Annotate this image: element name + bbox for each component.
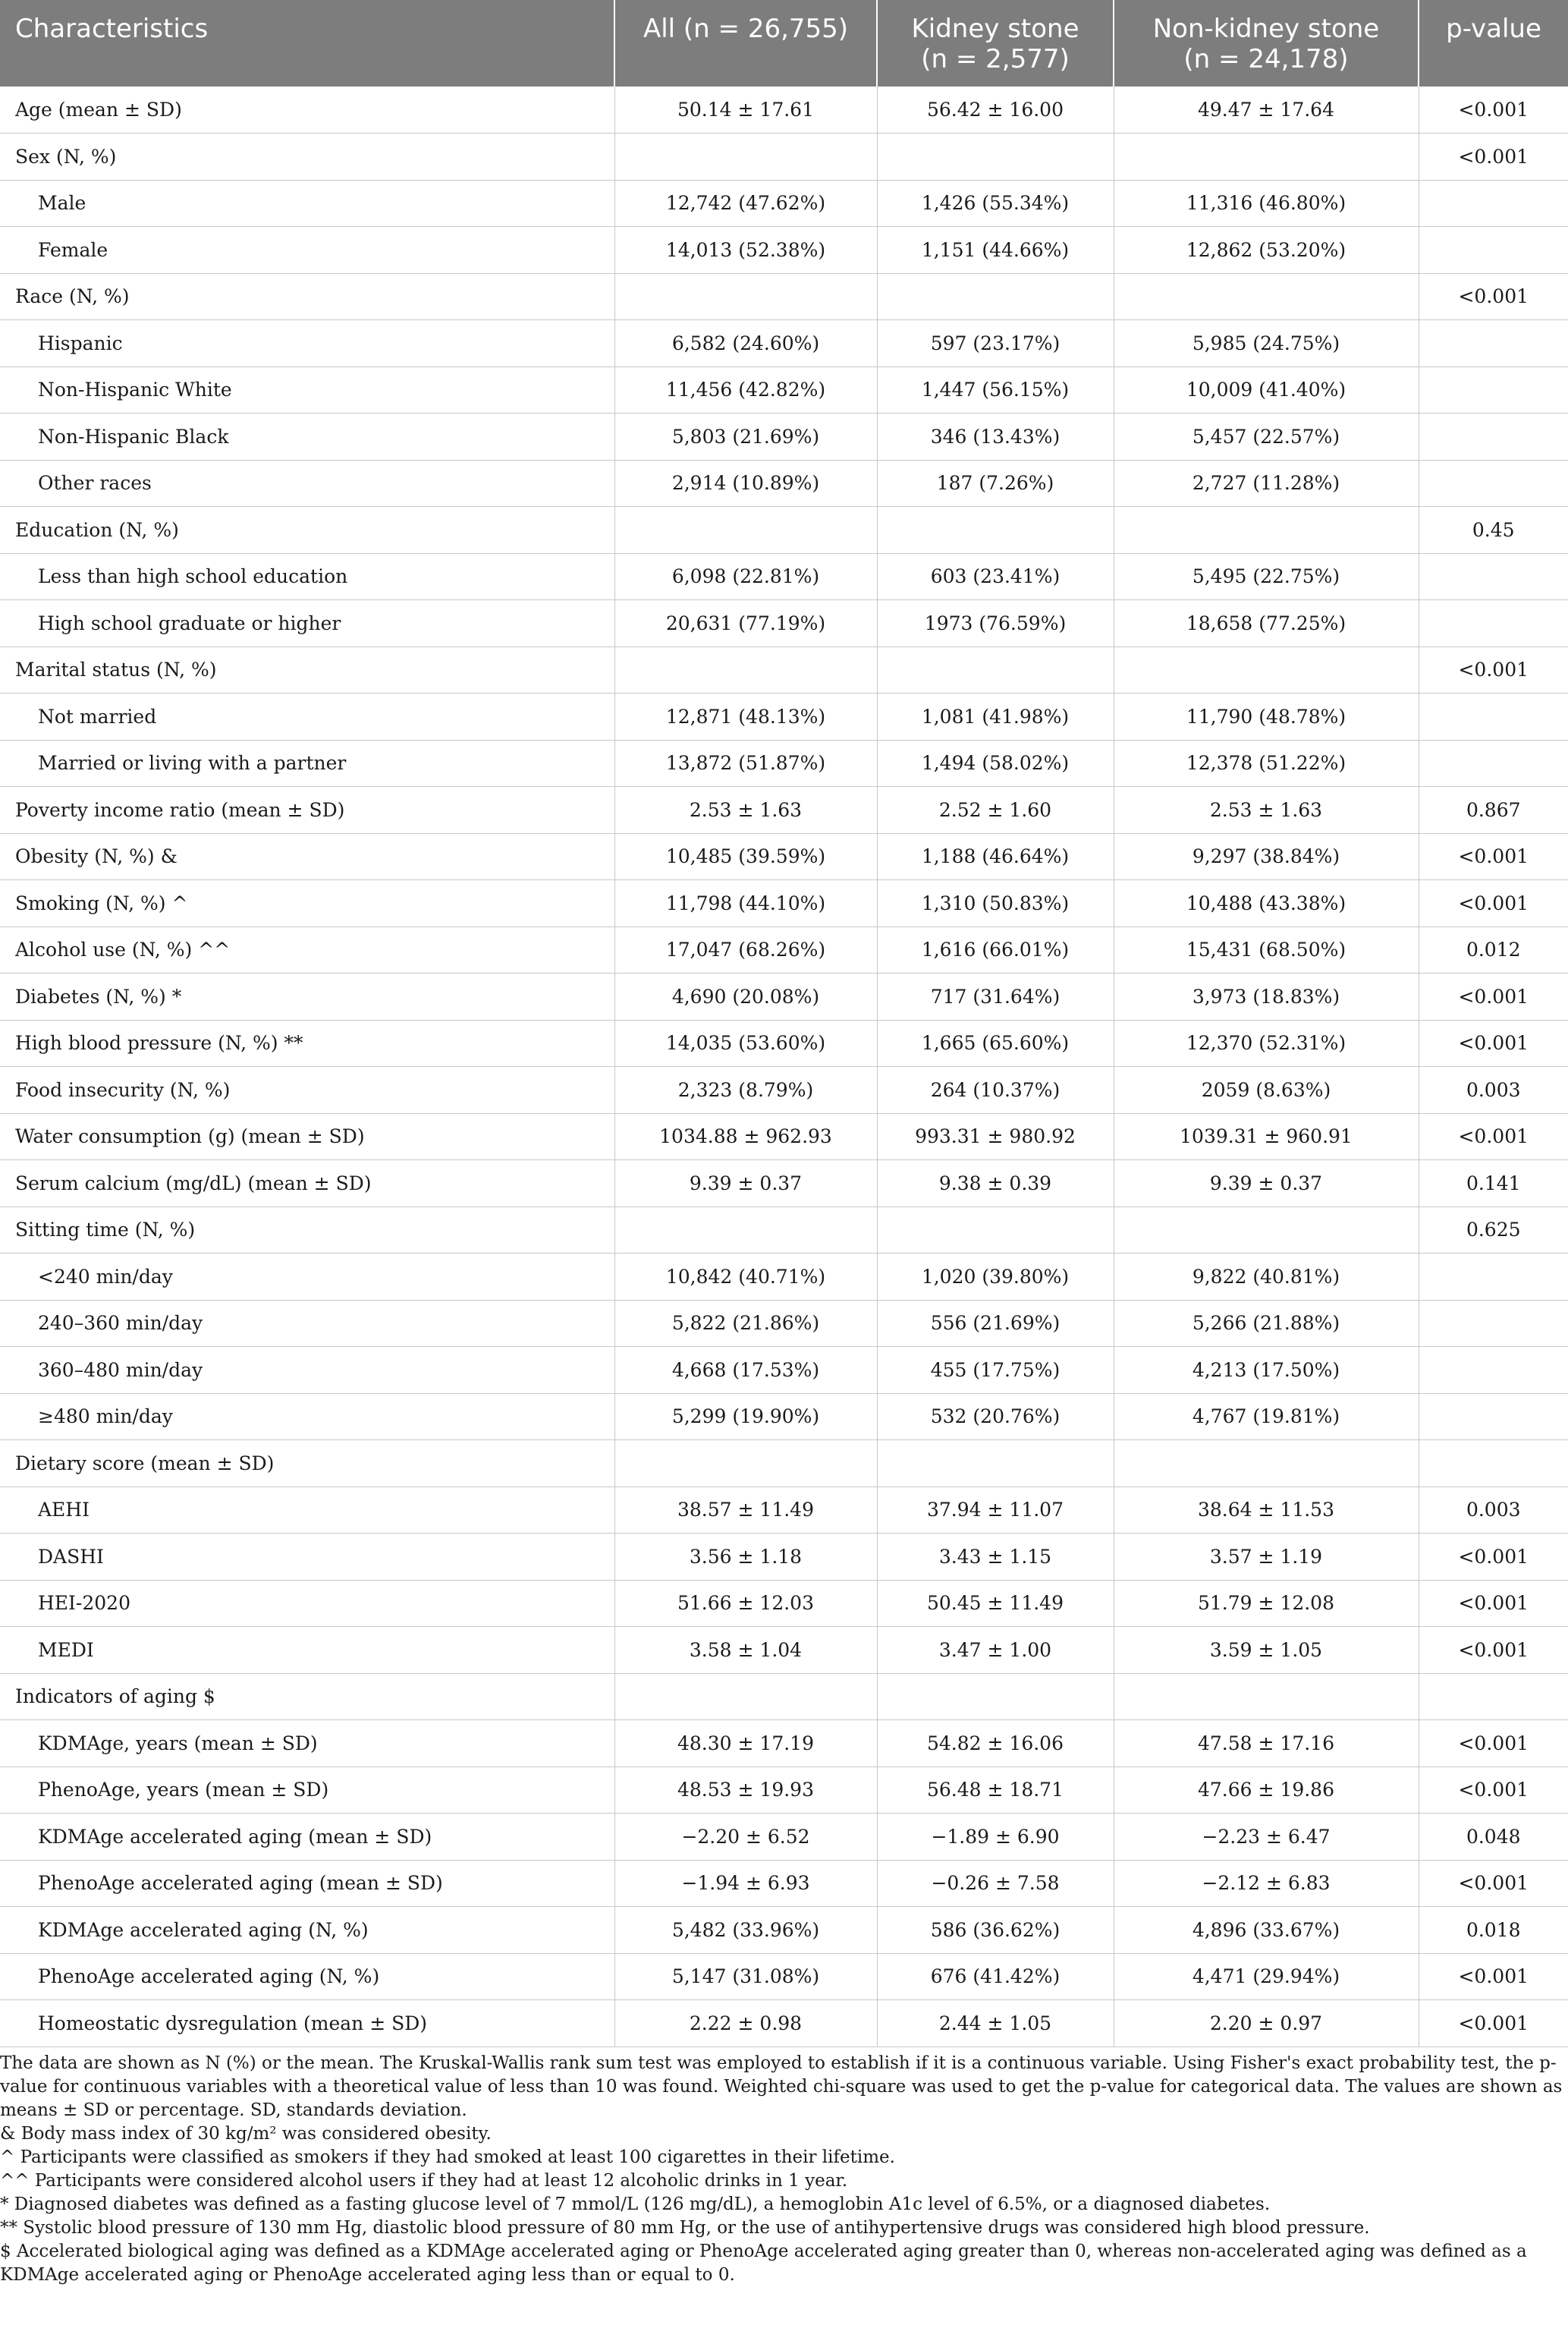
cell-non-kidney-stone: 9,822 (40.81%) (1114, 1254, 1419, 1301)
cell-non-kidney-stone: 11,316 (46.80%) (1114, 180, 1419, 227)
cell-kidney-stone: 1,020 (39.80%) (877, 1254, 1114, 1301)
cell-p-value (1419, 460, 1568, 507)
cell-kidney-stone (877, 1440, 1114, 1487)
cell-kidney-stone: 1,426 (55.34%) (877, 180, 1114, 227)
cell-non-kidney-stone: 3.57 ± 1.19 (1114, 1534, 1419, 1581)
table-row (0, 414, 1568, 461)
cell-all (614, 1673, 877, 1720)
cell-kidney-stone: 56.42 ± 16.00 (877, 87, 1114, 134)
row-label: High school graduate or higher (0, 600, 614, 647)
row-label: Female (0, 227, 614, 274)
row-label: Education (N, %) (0, 507, 614, 554)
cell-all: 3.58 ± 1.04 (614, 1627, 877, 1674)
cell-kidney-stone: −1.89 ± 6.90 (877, 1814, 1114, 1861)
cell-all: 6,582 (24.60%) (614, 320, 877, 367)
footnote: ^ Participants were classified as smokers if they had smoked at least 100 cigarettes in their lifetime. (0, 2147, 895, 2167)
cell-kidney-stone: 1,616 (66.01%) (877, 927, 1114, 974)
table-row (0, 1393, 1568, 1440)
cell-non-kidney-stone: 4,767 (19.81%) (1114, 1393, 1419, 1440)
cell-kidney-stone: 9.38 ± 0.39 (877, 1160, 1114, 1207)
row-label: Non-Hispanic White (0, 367, 614, 414)
row-label: Diabetes (N, %) * (0, 974, 614, 1021)
table-row (0, 880, 1568, 927)
row-label: Smoking (N, %) ^ (0, 880, 614, 927)
cell-p-value: 0.867 (1419, 787, 1568, 834)
row-label: Indicators of aging $ (0, 1673, 614, 1720)
row-label: Male (0, 180, 614, 227)
cell-all: −1.94 ± 6.93 (614, 1860, 877, 1907)
cell-p-value (1419, 600, 1568, 647)
cell-kidney-stone: 1973 (76.59%) (877, 600, 1114, 647)
cell-all: 20,631 (77.19%) (614, 600, 877, 647)
cell-all (614, 647, 877, 694)
table-row (0, 2000, 1568, 2047)
row-label: PhenoAge accelerated aging (N, %) (0, 1953, 614, 2000)
table-row (0, 787, 1568, 834)
cell-kidney-stone: 3.43 ± 1.15 (877, 1534, 1114, 1581)
cell-non-kidney-stone: 18,658 (77.25%) (1114, 600, 1419, 647)
cell-non-kidney-stone: 2.20 ± 0.97 (1114, 2000, 1419, 2047)
cell-kidney-stone: 597 (23.17%) (877, 320, 1114, 367)
row-label: Serum calcium (mg/dL) (mean ± SD) (0, 1160, 614, 1207)
footnote: $ Accelerated biological aging was defined as a KDMAge accelerated aging or PhenoAge accelerated aging greater than 0, whereas non-accelerated aging was defined as a KDMAge accelerated aging or PhenoAge accelerated aging less than or equal to 0. (0, 2242, 1527, 2285)
cell-non-kidney-stone: 2.53 ± 1.63 (1114, 787, 1419, 834)
row-label: Race (N, %) (0, 273, 614, 320)
footnote: * Diagnosed diabetes was defined as a fasting glucose level of 7 mmol/L (126 mg/dL), a hemoglobin A1c level of 6.5%, or a diagnosed diabetes. (0, 2194, 1271, 2214)
row-label: Marital status (N, %) (0, 647, 614, 694)
cell-all (614, 507, 877, 554)
cell-p-value (1419, 1347, 1568, 1394)
header-p-value: p-value (1419, 0, 1568, 87)
cell-all: 2,914 (10.89%) (614, 460, 877, 507)
cell-kidney-stone: 717 (31.64%) (877, 974, 1114, 1021)
cell-non-kidney-stone: 5,266 (21.88%) (1114, 1300, 1419, 1347)
cell-p-value: <0.001 (1419, 1860, 1568, 1907)
cell-kidney-stone: 2.52 ± 1.60 (877, 787, 1114, 834)
cell-p-value (1419, 553, 1568, 600)
cell-non-kidney-stone: 12,862 (53.20%) (1114, 227, 1419, 274)
cell-non-kidney-stone: 1039.31 ± 960.91 (1114, 1113, 1419, 1160)
cell-kidney-stone: 56.48 ± 18.71 (877, 1767, 1114, 1814)
table-row (0, 134, 1568, 181)
cell-kidney-stone (877, 273, 1114, 320)
row-label: Non-Hispanic Black (0, 414, 614, 461)
row-label: 360–480 min/day (0, 1347, 614, 1394)
cell-p-value: 0.141 (1419, 1160, 1568, 1207)
cell-non-kidney-stone: 2,727 (11.28%) (1114, 460, 1419, 507)
row-label: Not married (0, 694, 614, 741)
cell-kidney-stone: 187 (7.26%) (877, 460, 1114, 507)
cell-kidney-stone: 532 (20.76%) (877, 1393, 1114, 1440)
cell-p-value: <0.001 (1419, 1953, 1568, 2000)
cell-non-kidney-stone: 3,973 (18.83%) (1114, 974, 1419, 1021)
cell-p-value: <0.001 (1419, 273, 1568, 320)
table-row (0, 1720, 1568, 1767)
row-label: KDMAge accelerated aging (mean ± SD) (0, 1814, 614, 1861)
cell-all: 51.66 ± 12.03 (614, 1580, 877, 1627)
cell-kidney-stone: 2.44 ± 1.05 (877, 2000, 1114, 2047)
row-label: Obesity (N, %) & (0, 833, 614, 880)
table-row (0, 180, 1568, 227)
table-row (0, 1254, 1568, 1301)
cell-all: 17,047 (68.26%) (614, 927, 877, 974)
cell-kidney-stone: 1,494 (58.02%) (877, 740, 1114, 787)
cell-p-value: 0.45 (1419, 507, 1568, 554)
table-row (0, 320, 1568, 367)
row-label: HEI-2020 (0, 1580, 614, 1627)
table-row (0, 600, 1568, 647)
cell-p-value: 0.012 (1419, 927, 1568, 974)
footnote: ^^ Participants were considered alcohol users if they had at least 12 alcoholic drinks in 1 year. (0, 2171, 848, 2191)
cell-kidney-stone: 1,665 (65.60%) (877, 1020, 1114, 1067)
row-label: PhenoAge accelerated aging (mean ± SD) (0, 1860, 614, 1907)
cell-non-kidney-stone (1114, 507, 1419, 554)
cell-all: 14,035 (53.60%) (614, 1020, 877, 1067)
row-label: Sitting time (N, %) (0, 1207, 614, 1254)
cell-non-kidney-stone: 11,790 (48.78%) (1114, 694, 1419, 741)
table-row (0, 227, 1568, 274)
table-row (0, 507, 1568, 554)
table-row (0, 1814, 1568, 1861)
cell-kidney-stone (877, 1207, 1114, 1254)
footnote: ** Systolic blood pressure of 130 mm Hg, diastolic blood pressure of 80 mm Hg, or the use of antihypertensive drugs was considered high blood pressure. (0, 2218, 1370, 2238)
cell-all: 11,798 (44.10%) (614, 880, 877, 927)
cell-p-value (1419, 320, 1568, 367)
cell-non-kidney-stone: −2.12 ± 6.83 (1114, 1860, 1419, 1907)
cell-all: 48.30 ± 17.19 (614, 1720, 877, 1767)
footnote: The data are shown as N (%) or the mean. The Kruskal-Wallis rank sum test was employed to establish if it is a continuous variable. Using Fisher's exact probability test, the p-value for continuous variables with a theoretical value of less than 10 was found. Weighted chi-square was used to get the p-value for categorical data. The values are shown as means ± SD or percentage. SD, standards deviation. (0, 2053, 1563, 2120)
cell-all: 14,013 (52.38%) (614, 227, 877, 274)
cell-non-kidney-stone: 3.59 ± 1.05 (1114, 1627, 1419, 1674)
cell-non-kidney-stone: 47.66 ± 19.86 (1114, 1767, 1419, 1814)
table-row (0, 273, 1568, 320)
cell-non-kidney-stone (1114, 1673, 1419, 1720)
cell-kidney-stone: 1,151 (44.66%) (877, 227, 1114, 274)
cell-p-value: 0.003 (1419, 1067, 1568, 1114)
cell-p-value: <0.001 (1419, 87, 1568, 134)
row-label: High blood pressure (N, %) ** (0, 1020, 614, 1067)
cell-p-value: <0.001 (1419, 1020, 1568, 1067)
cell-kidney-stone: 676 (41.42%) (877, 1953, 1114, 2000)
cell-kidney-stone: 1,310 (50.83%) (877, 880, 1114, 927)
cell-non-kidney-stone: 10,488 (43.38%) (1114, 880, 1419, 927)
cell-non-kidney-stone (1114, 1440, 1419, 1487)
cell-all: 5,482 (33.96%) (614, 1907, 877, 1954)
row-label: Water consumption (g) (mean ± SD) (0, 1113, 614, 1160)
cell-p-value: <0.001 (1419, 1113, 1568, 1160)
table-row (0, 1534, 1568, 1581)
cell-kidney-stone: 1,447 (56.15%) (877, 367, 1114, 414)
cell-all: 2,323 (8.79%) (614, 1067, 877, 1114)
table-row (0, 1300, 1568, 1347)
table-row (0, 1020, 1568, 1067)
cell-kidney-stone: 37.94 ± 11.07 (877, 1487, 1114, 1534)
cell-kidney-stone: 556 (21.69%) (877, 1300, 1114, 1347)
cell-kidney-stone: 3.47 ± 1.00 (877, 1627, 1114, 1674)
cell-all (614, 273, 877, 320)
table-row (0, 974, 1568, 1021)
cell-kidney-stone: −0.26 ± 7.58 (877, 1860, 1114, 1907)
cell-kidney-stone: 455 (17.75%) (877, 1347, 1114, 1394)
cell-p-value (1419, 1254, 1568, 1301)
row-label: Other races (0, 460, 614, 507)
cell-all: 10,485 (39.59%) (614, 833, 877, 880)
cell-kidney-stone: 1,081 (41.98%) (877, 694, 1114, 741)
cell-all: 11,456 (42.82%) (614, 367, 877, 414)
row-label: Dietary score (mean ± SD) (0, 1440, 614, 1487)
cell-non-kidney-stone: 4,471 (29.94%) (1114, 1953, 1419, 2000)
cell-all: 5,822 (21.86%) (614, 1300, 877, 1347)
cell-non-kidney-stone: 12,378 (51.22%) (1114, 740, 1419, 787)
cell-all: 12,742 (47.62%) (614, 180, 877, 227)
cell-p-value: <0.001 (1419, 647, 1568, 694)
row-label: Married or living with a partner (0, 740, 614, 787)
cell-all (614, 1440, 877, 1487)
cell-non-kidney-stone: 15,431 (68.50%) (1114, 927, 1419, 974)
cell-non-kidney-stone: 2059 (8.63%) (1114, 1067, 1419, 1114)
table-row (0, 1207, 1568, 1254)
table-row (0, 367, 1568, 414)
cell-non-kidney-stone (1114, 647, 1419, 694)
cell-all: 5,299 (19.90%) (614, 1393, 877, 1440)
header-non-kidney-stone: Non-kidney stone (n = 24,178) (1114, 0, 1419, 87)
cell-all: −2.20 ± 6.52 (614, 1814, 877, 1861)
cell-p-value: <0.001 (1419, 1580, 1568, 1627)
cell-all (614, 134, 877, 181)
cell-all: 1034.88 ± 962.93 (614, 1113, 877, 1160)
table-row (0, 1767, 1568, 1814)
cell-p-value: 0.018 (1419, 1907, 1568, 1954)
header-characteristics: Characteristics (0, 0, 614, 87)
cell-p-value: 0.003 (1419, 1487, 1568, 1534)
cell-all: 9.39 ± 0.37 (614, 1160, 877, 1207)
table-row (0, 553, 1568, 600)
cell-kidney-stone: 993.31 ± 980.92 (877, 1113, 1114, 1160)
header-kidney-stone: Kidney stone (n = 2,577) (877, 0, 1114, 87)
cell-non-kidney-stone: 51.79 ± 12.08 (1114, 1580, 1419, 1627)
table-row (0, 647, 1568, 694)
cell-p-value (1419, 414, 1568, 461)
cell-p-value: <0.001 (1419, 134, 1568, 181)
cell-all: 50.14 ± 17.61 (614, 87, 877, 134)
row-label: Sex (N, %) (0, 134, 614, 181)
table-row (0, 1487, 1568, 1534)
cell-p-value (1419, 694, 1568, 741)
cell-p-value: 0.048 (1419, 1814, 1568, 1861)
cell-p-value: <0.001 (1419, 1720, 1568, 1767)
cell-non-kidney-stone: 10,009 (41.40%) (1114, 367, 1419, 414)
table-row (0, 1627, 1568, 1674)
cell-kidney-stone: 50.45 ± 11.49 (877, 1580, 1114, 1627)
cell-kidney-stone: 346 (13.43%) (877, 414, 1114, 461)
table-body (0, 87, 1568, 2047)
table-row (0, 1160, 1568, 1207)
table-row (0, 1347, 1568, 1394)
table-row (0, 1907, 1568, 1954)
cell-p-value: 0.625 (1419, 1207, 1568, 1254)
table-row (0, 927, 1568, 974)
cell-p-value: <0.001 (1419, 1534, 1568, 1581)
cell-all: 3.56 ± 1.18 (614, 1534, 877, 1581)
row-label: Poverty income ratio (mean ± SD) (0, 787, 614, 834)
table-row (0, 1860, 1568, 1907)
cell-all: 2.22 ± 0.98 (614, 2000, 877, 2047)
row-label: Age (mean ± SD) (0, 87, 614, 134)
row-label: Food insecurity (N, %) (0, 1067, 614, 1114)
cell-non-kidney-stone: 9,297 (38.84%) (1114, 833, 1419, 880)
cell-non-kidney-stone: 5,457 (22.57%) (1114, 414, 1419, 461)
table-row (0, 833, 1568, 880)
cell-all: 12,871 (48.13%) (614, 694, 877, 741)
row-label: DASHI (0, 1534, 614, 1581)
cell-non-kidney-stone: 9.39 ± 0.37 (1114, 1160, 1419, 1207)
cell-all: 48.53 ± 19.93 (614, 1767, 877, 1814)
cell-kidney-stone: 1,188 (46.64%) (877, 833, 1114, 880)
cell-p-value (1419, 367, 1568, 414)
cell-kidney-stone (877, 647, 1114, 694)
row-label: AEHI (0, 1487, 614, 1534)
cell-p-value (1419, 227, 1568, 274)
row-label: Alcohol use (N, %) ^^ (0, 927, 614, 974)
cell-non-kidney-stone (1114, 134, 1419, 181)
cell-non-kidney-stone: 49.47 ± 17.64 (1114, 87, 1419, 134)
cell-p-value (1419, 1300, 1568, 1347)
table-row (0, 1067, 1568, 1114)
row-label: Homeostatic dysregulation (mean ± SD) (0, 2000, 614, 2047)
cell-all: 4,668 (17.53%) (614, 1347, 877, 1394)
row-label: Less than high school education (0, 553, 614, 600)
table-row (0, 1673, 1568, 1720)
table-row (0, 1440, 1568, 1487)
cell-all: 5,147 (31.08%) (614, 1953, 877, 2000)
header-all: All (n = 26,755) (614, 0, 877, 87)
cell-p-value (1419, 740, 1568, 787)
cell-all: 10,842 (40.71%) (614, 1254, 877, 1301)
cell-non-kidney-stone: 12,370 (52.31%) (1114, 1020, 1419, 1067)
cell-p-value: <0.001 (1419, 833, 1568, 880)
cell-p-value (1419, 1440, 1568, 1487)
cell-kidney-stone (877, 134, 1114, 181)
cell-non-kidney-stone: 38.64 ± 11.53 (1114, 1487, 1419, 1534)
footnote: & Body mass index of 30 kg/m² was considered obesity. (0, 2124, 492, 2144)
cell-all: 2.53 ± 1.63 (614, 787, 877, 834)
cell-p-value (1419, 1673, 1568, 1720)
cell-kidney-stone (877, 507, 1114, 554)
table-row (0, 1113, 1568, 1160)
row-label: 240–360 min/day (0, 1300, 614, 1347)
row-label: <240 min/day (0, 1254, 614, 1301)
cell-non-kidney-stone: −2.23 ± 6.47 (1114, 1814, 1419, 1861)
cell-p-value: <0.001 (1419, 880, 1568, 927)
cell-kidney-stone: 264 (10.37%) (877, 1067, 1114, 1114)
cell-p-value: <0.001 (1419, 974, 1568, 1021)
row-label: MEDI (0, 1627, 614, 1674)
table-row (0, 1953, 1568, 2000)
cell-non-kidney-stone: 47.58 ± 17.16 (1114, 1720, 1419, 1767)
table-row (0, 87, 1568, 134)
row-label: KDMAge accelerated aging (N, %) (0, 1907, 614, 1954)
cell-non-kidney-stone (1114, 1207, 1419, 1254)
cell-kidney-stone: 54.82 ± 16.06 (877, 1720, 1114, 1767)
cell-non-kidney-stone (1114, 273, 1419, 320)
row-label: KDMAge, years (mean ± SD) (0, 1720, 614, 1767)
table-row (0, 740, 1568, 787)
table-row (0, 694, 1568, 741)
cell-p-value: <0.001 (1419, 1627, 1568, 1674)
cell-all: 38.57 ± 11.49 (614, 1487, 877, 1534)
table-footnotes (0, 2052, 1563, 2287)
cell-non-kidney-stone: 4,213 (17.50%) (1114, 1347, 1419, 1394)
table-row (0, 460, 1568, 507)
row-label: ≥480 min/day (0, 1393, 614, 1440)
cell-all: 4,690 (20.08%) (614, 974, 877, 1021)
cell-p-value (1419, 1393, 1568, 1440)
cell-non-kidney-stone: 5,495 (22.75%) (1114, 553, 1419, 600)
table-row (0, 1580, 1568, 1627)
cell-all: 13,872 (51.87%) (614, 740, 877, 787)
cell-non-kidney-stone: 5,985 (24.75%) (1114, 320, 1419, 367)
cell-kidney-stone: 603 (23.41%) (877, 553, 1114, 600)
cell-p-value (1419, 180, 1568, 227)
cell-all: 5,803 (21.69%) (614, 414, 877, 461)
cell-kidney-stone: 586 (36.62%) (877, 1907, 1114, 1954)
cell-p-value: <0.001 (1419, 1767, 1568, 1814)
row-label: Hispanic (0, 320, 614, 367)
cell-non-kidney-stone: 4,896 (33.67%) (1114, 1907, 1419, 1954)
cell-all: 6,098 (22.81%) (614, 553, 877, 600)
cell-all (614, 1207, 877, 1254)
table-header-row (0, 0, 1568, 87)
cell-kidney-stone (877, 1673, 1114, 1720)
row-label: PhenoAge, years (mean ± SD) (0, 1767, 614, 1814)
cell-p-value: <0.001 (1419, 2000, 1568, 2047)
